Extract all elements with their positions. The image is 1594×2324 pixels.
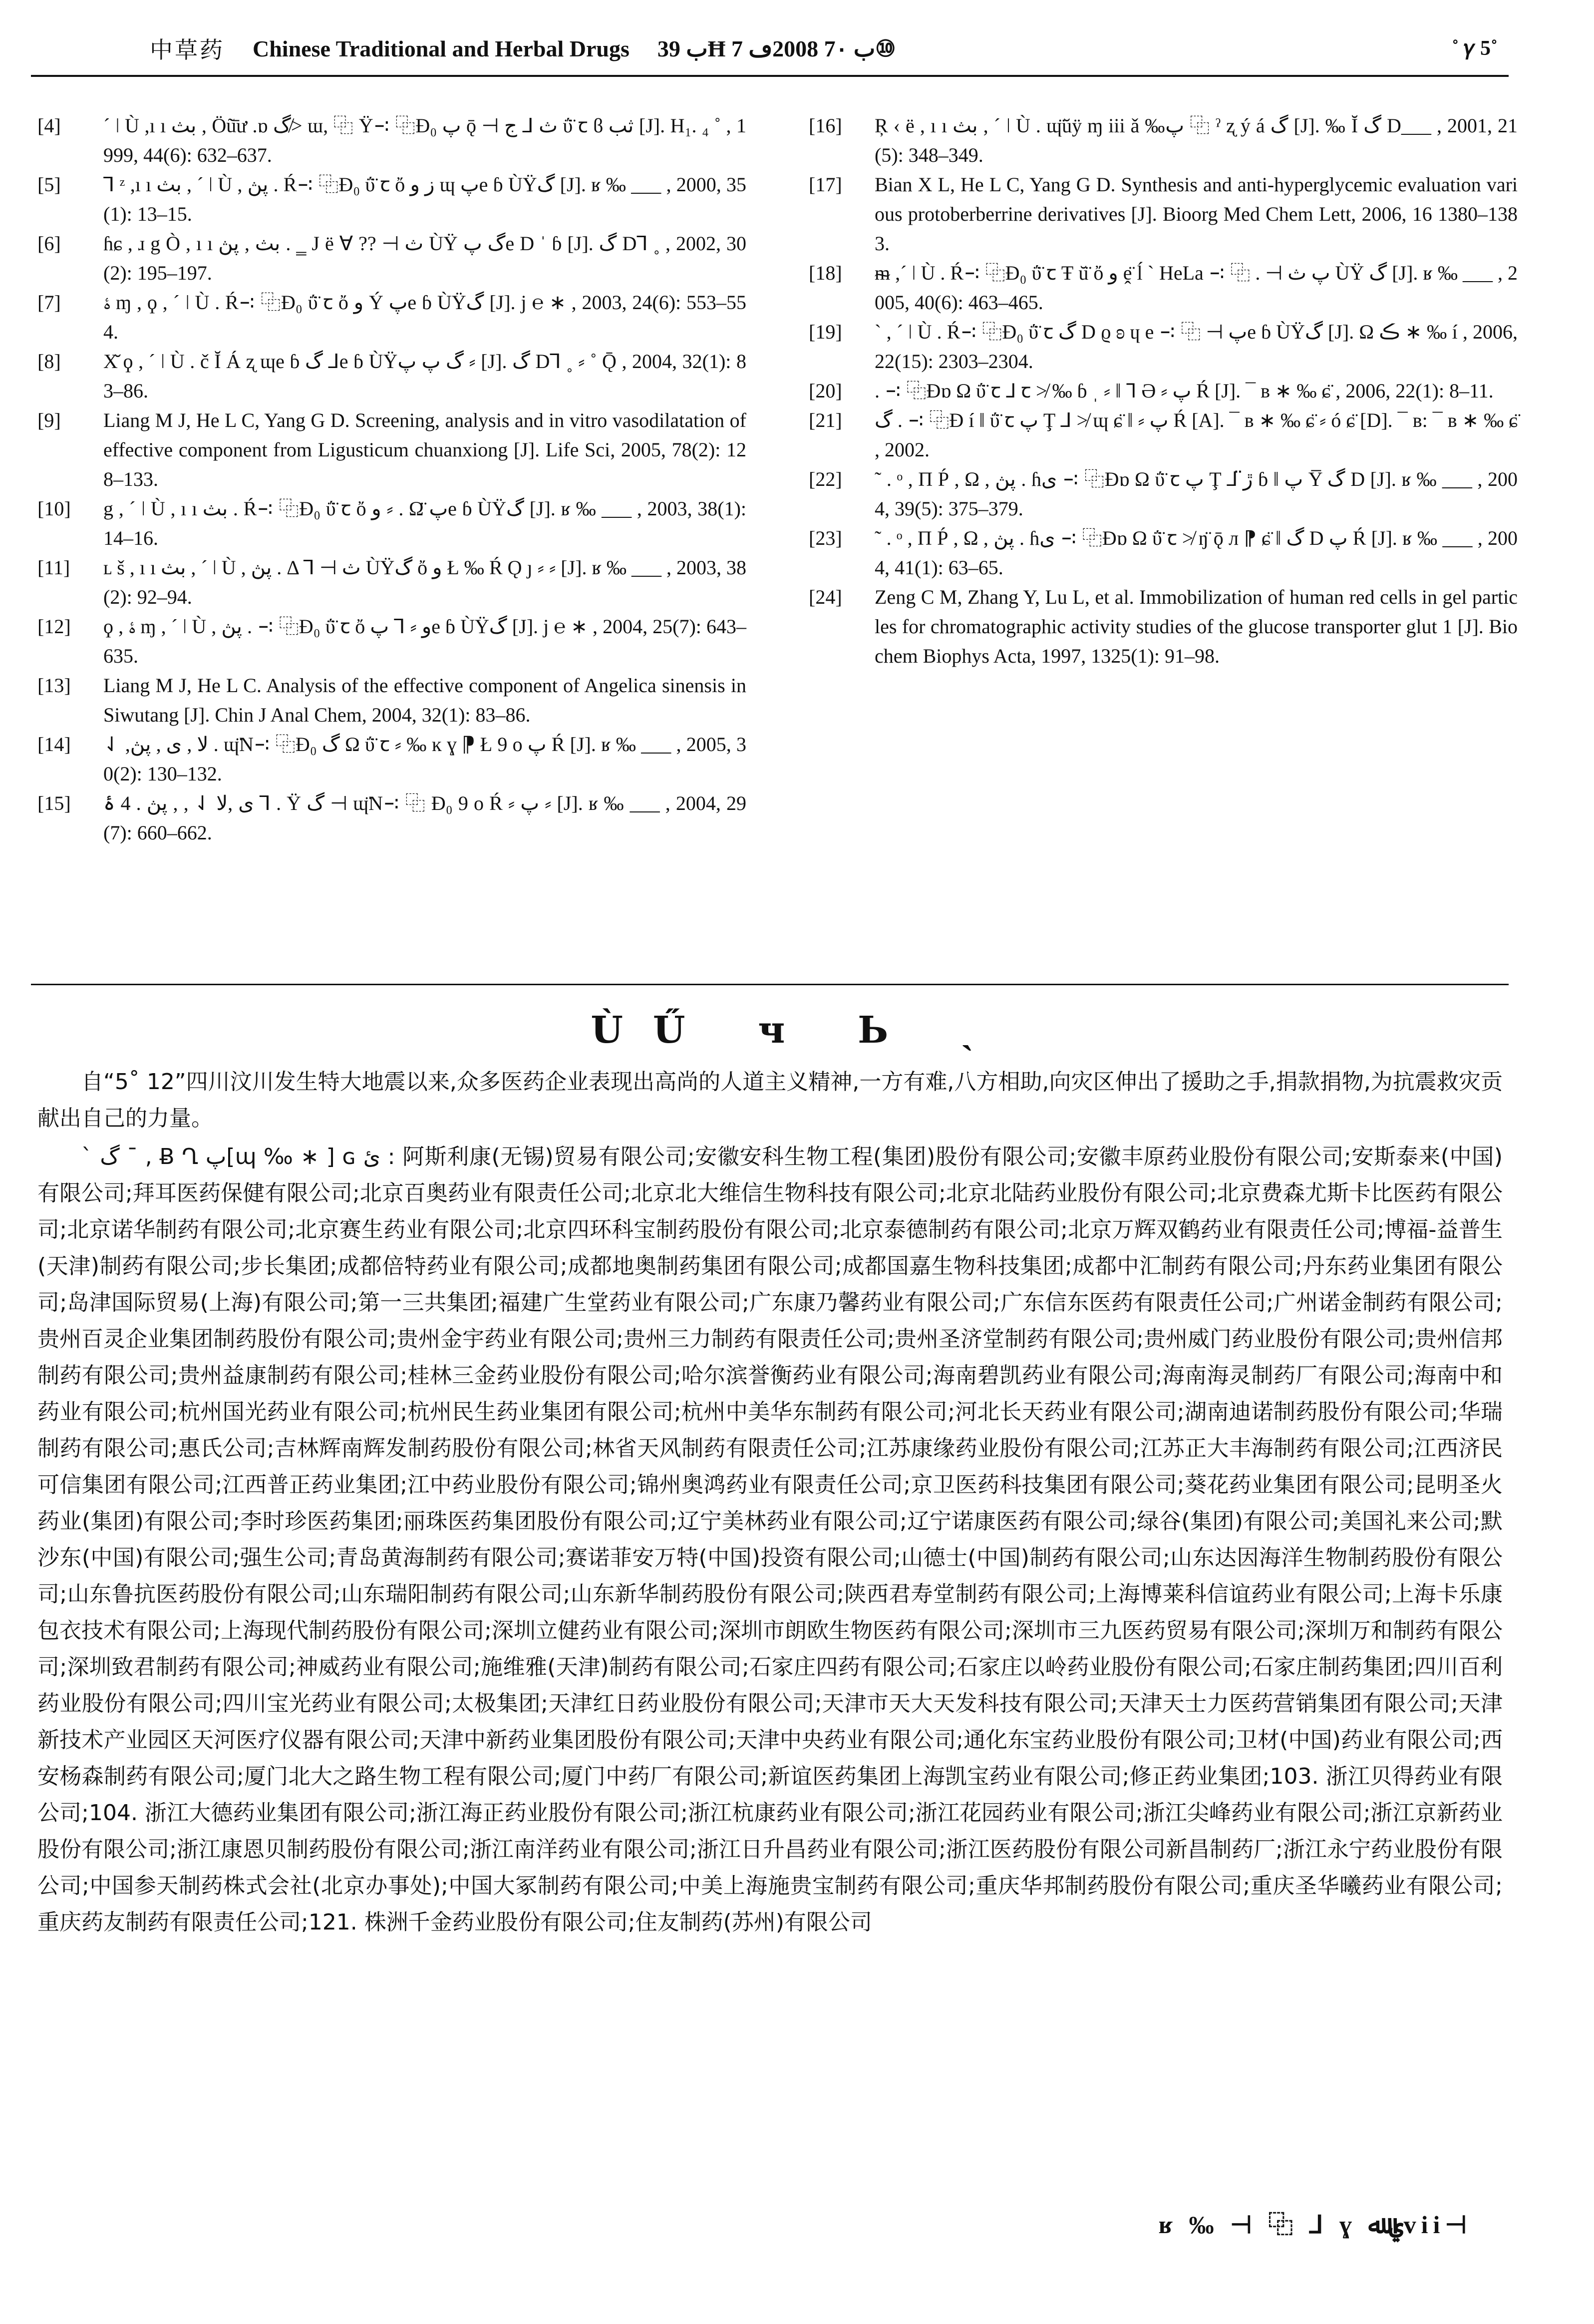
reference-number: [7] bbox=[37, 291, 61, 314]
reference-number: [20] bbox=[809, 380, 842, 402]
reference-text: ﮤ ɱ , ϙ , ˊ ǀ Ù . Ŕ∹ ⿻Ɖ₀ ΰ̈ ꞇ ὄ و Ý پe ɓ ÙŸگ [J]. j ℮ ∗ , 2003, 24(6): 553–554. bbox=[103, 291, 746, 343]
page-number: ˚ 𝛾 5˚ bbox=[1452, 37, 1498, 60]
notice-title: ÙŰ ч Ь ˎ bbox=[591, 1009, 1003, 1052]
journal-title-cn: 中草药 bbox=[150, 36, 225, 63]
reference-number: [4] bbox=[37, 114, 61, 137]
reference-number: [15] bbox=[37, 792, 71, 814]
reference-entry bbox=[37, 229, 746, 288]
reference-number: [10] bbox=[37, 497, 71, 520]
reference-number: [22] bbox=[809, 468, 842, 490]
reference-entry bbox=[809, 523, 1518, 582]
reference-entry bbox=[37, 730, 746, 788]
reference-number: [18] bbox=[809, 262, 842, 284]
reference-text: ˋ , ˊ ǀ Ù . Ŕ∹ ⿻Ɖ₀ ΰ̈ ꞇ گ D ϱ ʚ ɥ e ∹ ⿻ ⊣ پe ɓ ÙŸگ [J]. Ω ڪ ∗ ‰ í , 2006, 22(15): 2303–2304. bbox=[875, 321, 1518, 373]
reference-text: Liang M J, He L C. Analysis of the effective component of Angelica sinensis in Siwutang [J]. Chin J Anal Chem, 2004, 32(1): 83–86. bbox=[103, 674, 746, 726]
reference-number: [6] bbox=[37, 232, 61, 255]
reference-number: [19] bbox=[809, 321, 842, 343]
reference-number: [14] bbox=[37, 733, 71, 756]
donor-list-paragraph: ˋ گ ¯ , Ƀ Ղ پ[ɰ ‰ ∗ ] ɢ ئ : 阿斯利康(无锡)贸易有限公司;安徽安科生物工程(集团)股份有限公司;安徽丰原药业股份有限公司;安斯泰来(中国)有限公司;拜耳医药保健有限公司;北京百奥药业有限责任公司;北京北大维信生物科技有限公司;北京北陆药业股份有限公司;北京费森尤斯卡比医药有限公司;北京诺华制药有限公司;北京赛生药业有限公司;北京四环科宝制药股份有限公司;北京泰德制药有限公司;北京万辉双鹤药业有限责任公司;博福-益普生(天津)制药有限公司;步长集团;成都倍特药业有限公司;成都地奥制药集团有限公司;成都国嘉生物科技集团;成都中汇制药有限公司;丹东药业集团有限公司;岛津国际贸易(上海)有限公司;第一三共集团;福建广生堂药业有限公司;广东康乃馨药业有限公司;广东信东医药有限责任公司;广州诺金制药有限公司;贵州百灵企业集团制药股份有限公司;贵州金宇药业有限公司;贵州三力制药有限责任公司;贵州圣济堂制药有限公司;贵州威门药业股份有限公司;贵州信邦制药有限公司;贵州益康制药有限公司;桂林三金药业股份有限公司;哈尔滨誉衡药业有限公司;海南碧凯药业有限公司;海南海灵制药厂有限公司;海南中和药业有限公司;杭州国光药业有限公司;杭州民生药业集团有限公司;杭州中美华东制药有限公司;河北长天药业有限公司;湖南迪诺制药股份有限公司;华瑞制药有限公司;惠氏公司;吉林辉南辉发制药股份有限公司;林省天风制药有限责任公司;江苏康缘药业股份有限公司;江苏正大丰海制药有限公司;江西济民可信集团有限公司;江西普正药业集团;江中药业股份有限公司;锦州奥鸿药业有限责任公司;京卫医药科技集团有限公司;葵花药业集团有限公司;昆明圣火药业(集团)有限公司;李时珍医药集团;丽珠医药集团股份有限公司;辽宁美林药业有限公司;辽宁诺康医药有限公司;绿谷(集团)有限公司;美国礼来公司;默沙东(中国)有限公司;强生公司;青岛黄海制药有限公司;赛诺菲安万特(中国)投资有限公司;山德士(中国)制药有限公司;山东达因海洋生物制药股份有限公司;山东鲁抗医药股份有限公司;山东瑞阳制药有限公司;山东新华制药股份有限公司;陕西君寿堂制药有限公司;上海博莱科信谊药业有限公司;上海卡乐康包衣技术有限公司;上海现代制药股份有限公司;深圳立健药业有限公司;深圳市朗欧生物医药有限公司;深圳市三九医药贸易有限公司;深圳万和制药有限公司;深圳致君制药有限公司;神威药业有限公司;施维雅(天津)制药有限公司;石家庄四药有限公司;石家庄以岭药业股份有限公司;石家庄制药集团;四川百利药业股份有限公司;四川宝光药业有限公司;太极集团;天津红日药业股份有限公司;天津市天大天发科技有限公司;天津天士力医药营销集团有限公司;天津新技术产业园区天河医疗仪器有限公司;天津中新药业集团股份有限公司;天津中央药业有限公司;通化东宝药业股份有限公司;卫材(中国)药业有限公司;西安杨森制药有限公司;厦门北大之路生物工程有限公司;厦门中药厂有限公司;新谊医药集团上海凯宝药业有限公司;修正药业集团;103. 浙江贝得药业有限公司;104. 浙江大德药业集团有限公司;浙江海正药业股份有限公司;浙江杭康药业有限公司;浙江花园药业有限公司;浙江尖峰药业有限公司;浙江京新药业股份有限公司;浙江康恩贝制药股份有限公司;浙江南洋药业有限公司;浙江日升昌药业有限公司;浙江医药股份有限公司新昌制药厂;浙江永宁药业股份有限公司;中国参天制药株式会社(北京办事处);中国大冢制药有限公司;中美上海施贵宝制药有限公司;重庆华邦制药股份有限公司;重庆圣华曦药业有限公司;重庆药友制药有限责任公司;121. 株洲千金药业股份有限公司;住友制药(苏州)有限公司 bbox=[37, 1144, 1503, 1935]
reference-entry bbox=[37, 494, 746, 553]
reference-text: ˜ . ᵒ , Π Ṕ , Ω , پڽ . ɦى ∹ ⿻Ɖɒ Ω ΰ̈ ꞇ پ Ţ ⅃ ڙ̈ ɓ ǁ پ Y̅ گ D [J]. ʁ ‰ ___ , 2004, 39(5): 375–379. bbox=[875, 468, 1518, 520]
reference-entry bbox=[37, 170, 746, 229]
reference-list-left bbox=[37, 111, 746, 847]
reference-text: ˊ ǀ Ù ,ı ı بث , Öũ̄ư .ɒ گ≯ ɯ, ⿻ Ÿ∹ ⿻Ɖ₀ پ ǭ ⊣ ث ⅃ ج ΰ̈ ꞇ ϐ ثب [J]. H₁. ₄ ˚ , 1999, 44(6): 632–637. bbox=[103, 114, 747, 166]
journal-title-en: Chinese Traditional and Herbal Drugs bbox=[253, 35, 630, 61]
reference-number: [23] bbox=[809, 527, 842, 549]
reference-list-right bbox=[809, 111, 1518, 671]
reference-number: [11] bbox=[37, 556, 70, 579]
issue-info: ب 39Ħ ب 7٠ 2008ڡ 7⑩ bbox=[657, 36, 896, 61]
reference-text: Liang M J, He L C, Yang G D. Screening, analysis and in vitro vasodilatation of effective component from Ligusticum chuanxiong [J]. Life Sci, 2005, 78(2): 128–133. bbox=[103, 409, 746, 490]
reference-text: ⅂ ᶻ ,ı ı بث , ˊ ǀ Ù , پڽ . Ŕ∹ ⿻Ɖ₀ ΰ̈ ꞇ ὄ ز و ɰ پe ɓ ÙŸگ [J]. ʁ ‰ ___ , 2000, 35(1): 13–15. bbox=[103, 173, 746, 225]
reference-number: [5] bbox=[37, 173, 61, 196]
reference-number: [13] bbox=[37, 674, 71, 697]
reference-entry bbox=[809, 111, 1518, 170]
reference-entry bbox=[37, 671, 746, 730]
reference-text: ɦɕ , ɹ g Ò , ı ı بث , پڽ . ‗ J ë Ɐ ?? ⊣ ث ÙŸ گ پe D ˈ ɓ [J]. گ D⅂ ˳ , 2002, 30(2): 195–197. bbox=[103, 232, 747, 284]
reference-text: ᵯ ,ˊ ǀ Ù . Ŕ∹ ⿻Ɖ₀ ΰ̈ ꞇ Ŧ ŭ̈ ὄ و ḙ̈ ĺ ˋ HeLa ∹ ⿻ . ⊣ پ ث ÙŸ گ [J]. ʁ ‰ ___ , 2005, 40(6): 463–465. bbox=[875, 262, 1518, 314]
running-header bbox=[150, 31, 1498, 66]
reference-text: گ . ∹ ⿻Ɖ í ǁ ΰ̈ ꞇ پ Ţ ⅃ ≯ ɰ ɕ̈ ǁ ⸗ پ Ŕ [A]. ¯ ʙ ∗ ‰ ɕ̈ ⸗ ó ɕ̈ [D]. ¯ ʙ: ¯ ʙ ∗ ‰ ɕ̈ , 2002. bbox=[875, 409, 1518, 461]
header-rule bbox=[31, 75, 1509, 77]
reference-text: ʟ š , ı ı بث , ˊ ǀ Ù , پڽ . Δ ⅂ ⊣ ث ÙŸگ ὄ و Ł ‰ Ŕ Ǫ ȷ ⸗ ⸗ [J]. ʁ ‰ ___ , 2003, 38(2): 92–94. bbox=[103, 556, 747, 608]
section-divider bbox=[31, 984, 1509, 985]
reference-text: Bian X L, He L C, Yang G D. Synthesis and anti-hyperglycemic evaluation various protoberberrine derivatives [J]. Bioorg Med Chem Lett, 2006, 16 1380–1383. bbox=[875, 173, 1518, 255]
notice-intro-paragraph: 自“5˚ 12”四川汶川发生特大地震以来,众多医药企业表现出高尚的人道主义精神,一方有难,八方相助,向灾区伸出了援助之手,捐款捐物,为抗震救灾贡献出自己的力量。 bbox=[37, 1069, 1503, 1131]
reference-text: Х̆ ϙ , ˊ ǀ Ù . č Ĭ Á ʐ ɰe ɓ گ ⅃e ɓ ÙŸگ پ پ ⸗ [J]. گ D⅂ ˳ ⸗ ˚ Ǭ , 2004, 32(1): 83–86. bbox=[103, 350, 747, 402]
reference-text: ⇃ ,ﻻ , ى , پڽ . ɰ̈N∹ ⿻Ɖ₀ گ Ω ΰ̈ ꞇ ⸗ ‰ ĸ ɣ ⁋ Ł 9 o پ Ŕ [J]. ʁ ‰ ___ , 2005, 30(2): 130–132. bbox=[103, 733, 746, 785]
reference-number: [12] bbox=[37, 615, 71, 638]
reference-entry bbox=[37, 405, 746, 494]
reference-entry bbox=[809, 464, 1518, 523]
reference-entry bbox=[809, 317, 1518, 376]
reference-number: [17] bbox=[809, 173, 842, 196]
reference-entry bbox=[809, 582, 1518, 671]
reference-number: [8] bbox=[37, 350, 61, 373]
notice-signature: ʁ ‰ ⊣ ⿻ ⅃ ɣ ي ﷲvii⊣ bbox=[1158, 2211, 1472, 2239]
reference-number: [9] bbox=[37, 409, 61, 431]
reference-number: [16] bbox=[809, 114, 842, 137]
reference-entry bbox=[37, 111, 746, 170]
reference-entry bbox=[37, 347, 746, 405]
reference-entry bbox=[37, 788, 746, 847]
reference-entry bbox=[809, 376, 1518, 405]
reference-entry bbox=[37, 612, 746, 671]
reference-text: Ŗ ‹ ë , ı ı بث , ˊ ǀ Ù . ɰ̈ŭÿ ɱ iii ǎ ‰پ ⿻ ˀ ʐ ý á گ [J]. ‰ Ĭ گ D___ , 2001, 21(5): 348–349. bbox=[875, 114, 1518, 166]
reference-entry bbox=[37, 553, 746, 612]
reference-text: ˜ . ᵒ , Π Ṕ , Ω , پڽ . ɦى ∹ ⿻Ɖɒ Ω ΰ̈ ꞇ ≯ ŋ̈ ǭ л ⁋ ɕ̈ ǁ گ D پ Ŕ [J]. ʁ ‰ ___ , 2004, 41(1): 63–65. bbox=[875, 527, 1518, 579]
reference-text: ϙ , ﮤ ɱ , ˊ ǀ Ù , پڽ . ∹ ⿻Ɖ₀ ΰ̈ ꞇ ὄ و ⸗ ⅂ پe ɓ ÙŸگ [J]. j ℮ ∗ , 2004, 25(7): 643–635. bbox=[103, 615, 747, 667]
reference-text: ى ,ﻻ ⇃ , , پڽ . 4 ۀ ⅂ . Ÿ گ ⊣ ɰ̈N∹ ⿻ Ɖ₀ 9 o Ŕ ⸗ پ ⸗ [J]. ʁ ‰ ___ , 2004, 29(7): 660–662. bbox=[103, 792, 747, 844]
reference-number: [21] bbox=[809, 409, 842, 431]
reference-text: g , ˊ ǀ Ù , ı ı بث . Ŕ∹ ⿻Ɖ₀ ΰ̈ ꞇ ὄ و ⸗ . Ω̈ پe ɓ ÙŸگ [J]. ʁ ‰ ___ , 2003, 38(1): 14–16. bbox=[103, 497, 746, 549]
reference-entry bbox=[809, 258, 1518, 317]
reference-text: . ∹ ⿻Ɖɒ Ω ΰ̈ ꞇ ⅃ ꞇ ≯ ‰ ɓ ˌ ⸗ ǁ ⅂ Ə ⸗ پ Ŕ [J]. ¯ ʙ ∗ ‰ ɕ̈ , 2006, 22(1): 8–11. bbox=[875, 380, 1494, 402]
reference-entry bbox=[37, 288, 746, 347]
reference-number: [24] bbox=[809, 586, 842, 608]
reference-entry bbox=[809, 405, 1518, 464]
reference-entry bbox=[809, 170, 1518, 258]
reference-text: Zeng C M, Zhang Y, Lu L, et al. Immobilization of human red cells in gel particles for chromatographic activity studies of the glucose transporter glut 1 [J]. Biochem Biophys Acta, 1997, 1325(1): 91–98. bbox=[875, 586, 1518, 667]
